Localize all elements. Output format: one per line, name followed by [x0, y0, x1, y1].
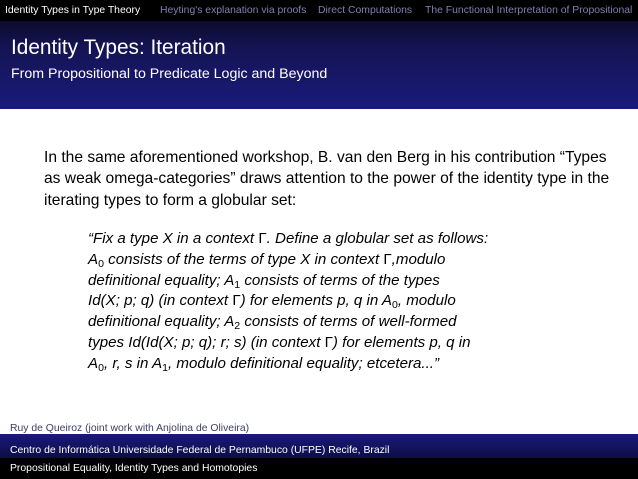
quote-text: consists of the terms of type — [103, 250, 301, 268]
math-subscript: 0 — [391, 299, 398, 312]
quote-text: in context — [310, 250, 384, 268]
body-paragraph: In the same aforementioned workshop, B. van den Berg in his contribution “Types as weak omega-categories” draws attention to the power of the identity type in the iterating types to form a globular set: — [44, 149, 610, 209]
footer-talk-title: Propositional Equality, Identity Types and Homotopies — [10, 463, 258, 474]
quote-text: ,modulo — [391, 250, 446, 268]
math-id-arguments: (X; p; q) — [100, 292, 155, 310]
math-X: X — [300, 250, 311, 268]
nav-section-functional-interpretation[interactable]: The Functional Interpretation of Propositional — [425, 5, 633, 16]
quote-text: (in context — [154, 292, 233, 310]
quote-text: consists of terms of well-formed — [240, 313, 457, 331]
globular-set-quote: “Fix a type X in a context Γ. Define a globular set as follows: $A_0$ consists of the terms of type X in context Γ,modulo definitional equality; $A_1$ consists of terms of the types Id(X; p; q) (in context Γ) for elements p, q in $A_0$, modulo definitional equality; $A_2$ consists of terms of well-formed types Id(Id(X; p; q); r; s) (in context Γ) for elements p, q in $A_0$, r, s in $A_1$, modulo definitional equality; etcetera...” — [88, 230, 489, 374]
math-subscript: 1 — [162, 361, 168, 374]
footer-affiliation: Centro de Informática Universidade Federal de Pernambuco (UFPE) Recife, Brazil — [10, 445, 390, 456]
math-Id: Id — [88, 292, 101, 310]
quote-text: definitional equality; — [88, 271, 225, 289]
quote-text: ) for elements — [240, 292, 338, 310]
quote-text: , modulo definitional equality; etcetera...” — [168, 354, 440, 372]
math-A: A — [224, 313, 235, 331]
math-Id: Id — [145, 333, 159, 351]
math-A: A — [88, 250, 99, 268]
math-pq: p, q — [429, 333, 455, 351]
quote-text: definitional equality; — [88, 313, 225, 331]
quote-text: (in context — [246, 333, 325, 351]
quote-text: in — [132, 354, 153, 372]
quote-text: “Fix a type — [88, 230, 163, 247]
math-gamma: Γ — [232, 292, 241, 310]
math-id-arguments: (X; p; q); r; s) — [158, 333, 247, 351]
quote-text: , modulo — [397, 292, 456, 310]
quote-text: types — [88, 333, 129, 351]
math-gamma: Γ — [383, 250, 392, 268]
quote-text: consists of terms of the types — [240, 271, 440, 289]
math-A: A — [152, 354, 163, 372]
math-A: A — [381, 292, 392, 310]
math-Id: Id — [128, 333, 141, 351]
quote-text: in a context — [172, 230, 259, 247]
math-subscript: 0 — [98, 361, 104, 374]
math-gamma: Γ — [258, 230, 267, 247]
math-X: X — [162, 230, 173, 247]
math-A: A — [88, 354, 99, 372]
quote-text: . Define a globular set as follows: — [266, 230, 489, 247]
frame-title: Identity Types: Iteration — [11, 36, 226, 59]
quote-text: in — [454, 333, 471, 351]
math-A: A — [224, 271, 235, 289]
section-navigation-bar — [0, 0, 638, 21]
nav-section-heyting-explanation[interactable]: Heyting's explanation via proofs — [160, 5, 307, 16]
math-pq: p, q — [337, 292, 363, 310]
math-rs: , r, s — [103, 354, 133, 372]
nav-section-direct-computations[interactable]: Direct Computations — [318, 5, 413, 16]
quote-text: in — [362, 292, 382, 310]
math-subscript: 0 — [98, 257, 104, 270]
frame-title-bar — [0, 21, 638, 109]
nav-section-identity-types[interactable]: Identity Types in Type Theory — [5, 5, 141, 16]
frame-subtitle: From Propositional to Predicate Logic and Beyond — [11, 66, 328, 82]
math-subscript: 1 — [234, 278, 241, 291]
math-subscript: 2 — [234, 320, 241, 333]
quote-text: ) for elements — [332, 333, 430, 351]
footer-author: Ruy de Queiroz (joint work with Anjolina de Oliveira) — [10, 423, 250, 434]
math-gamma: Γ — [324, 333, 333, 351]
